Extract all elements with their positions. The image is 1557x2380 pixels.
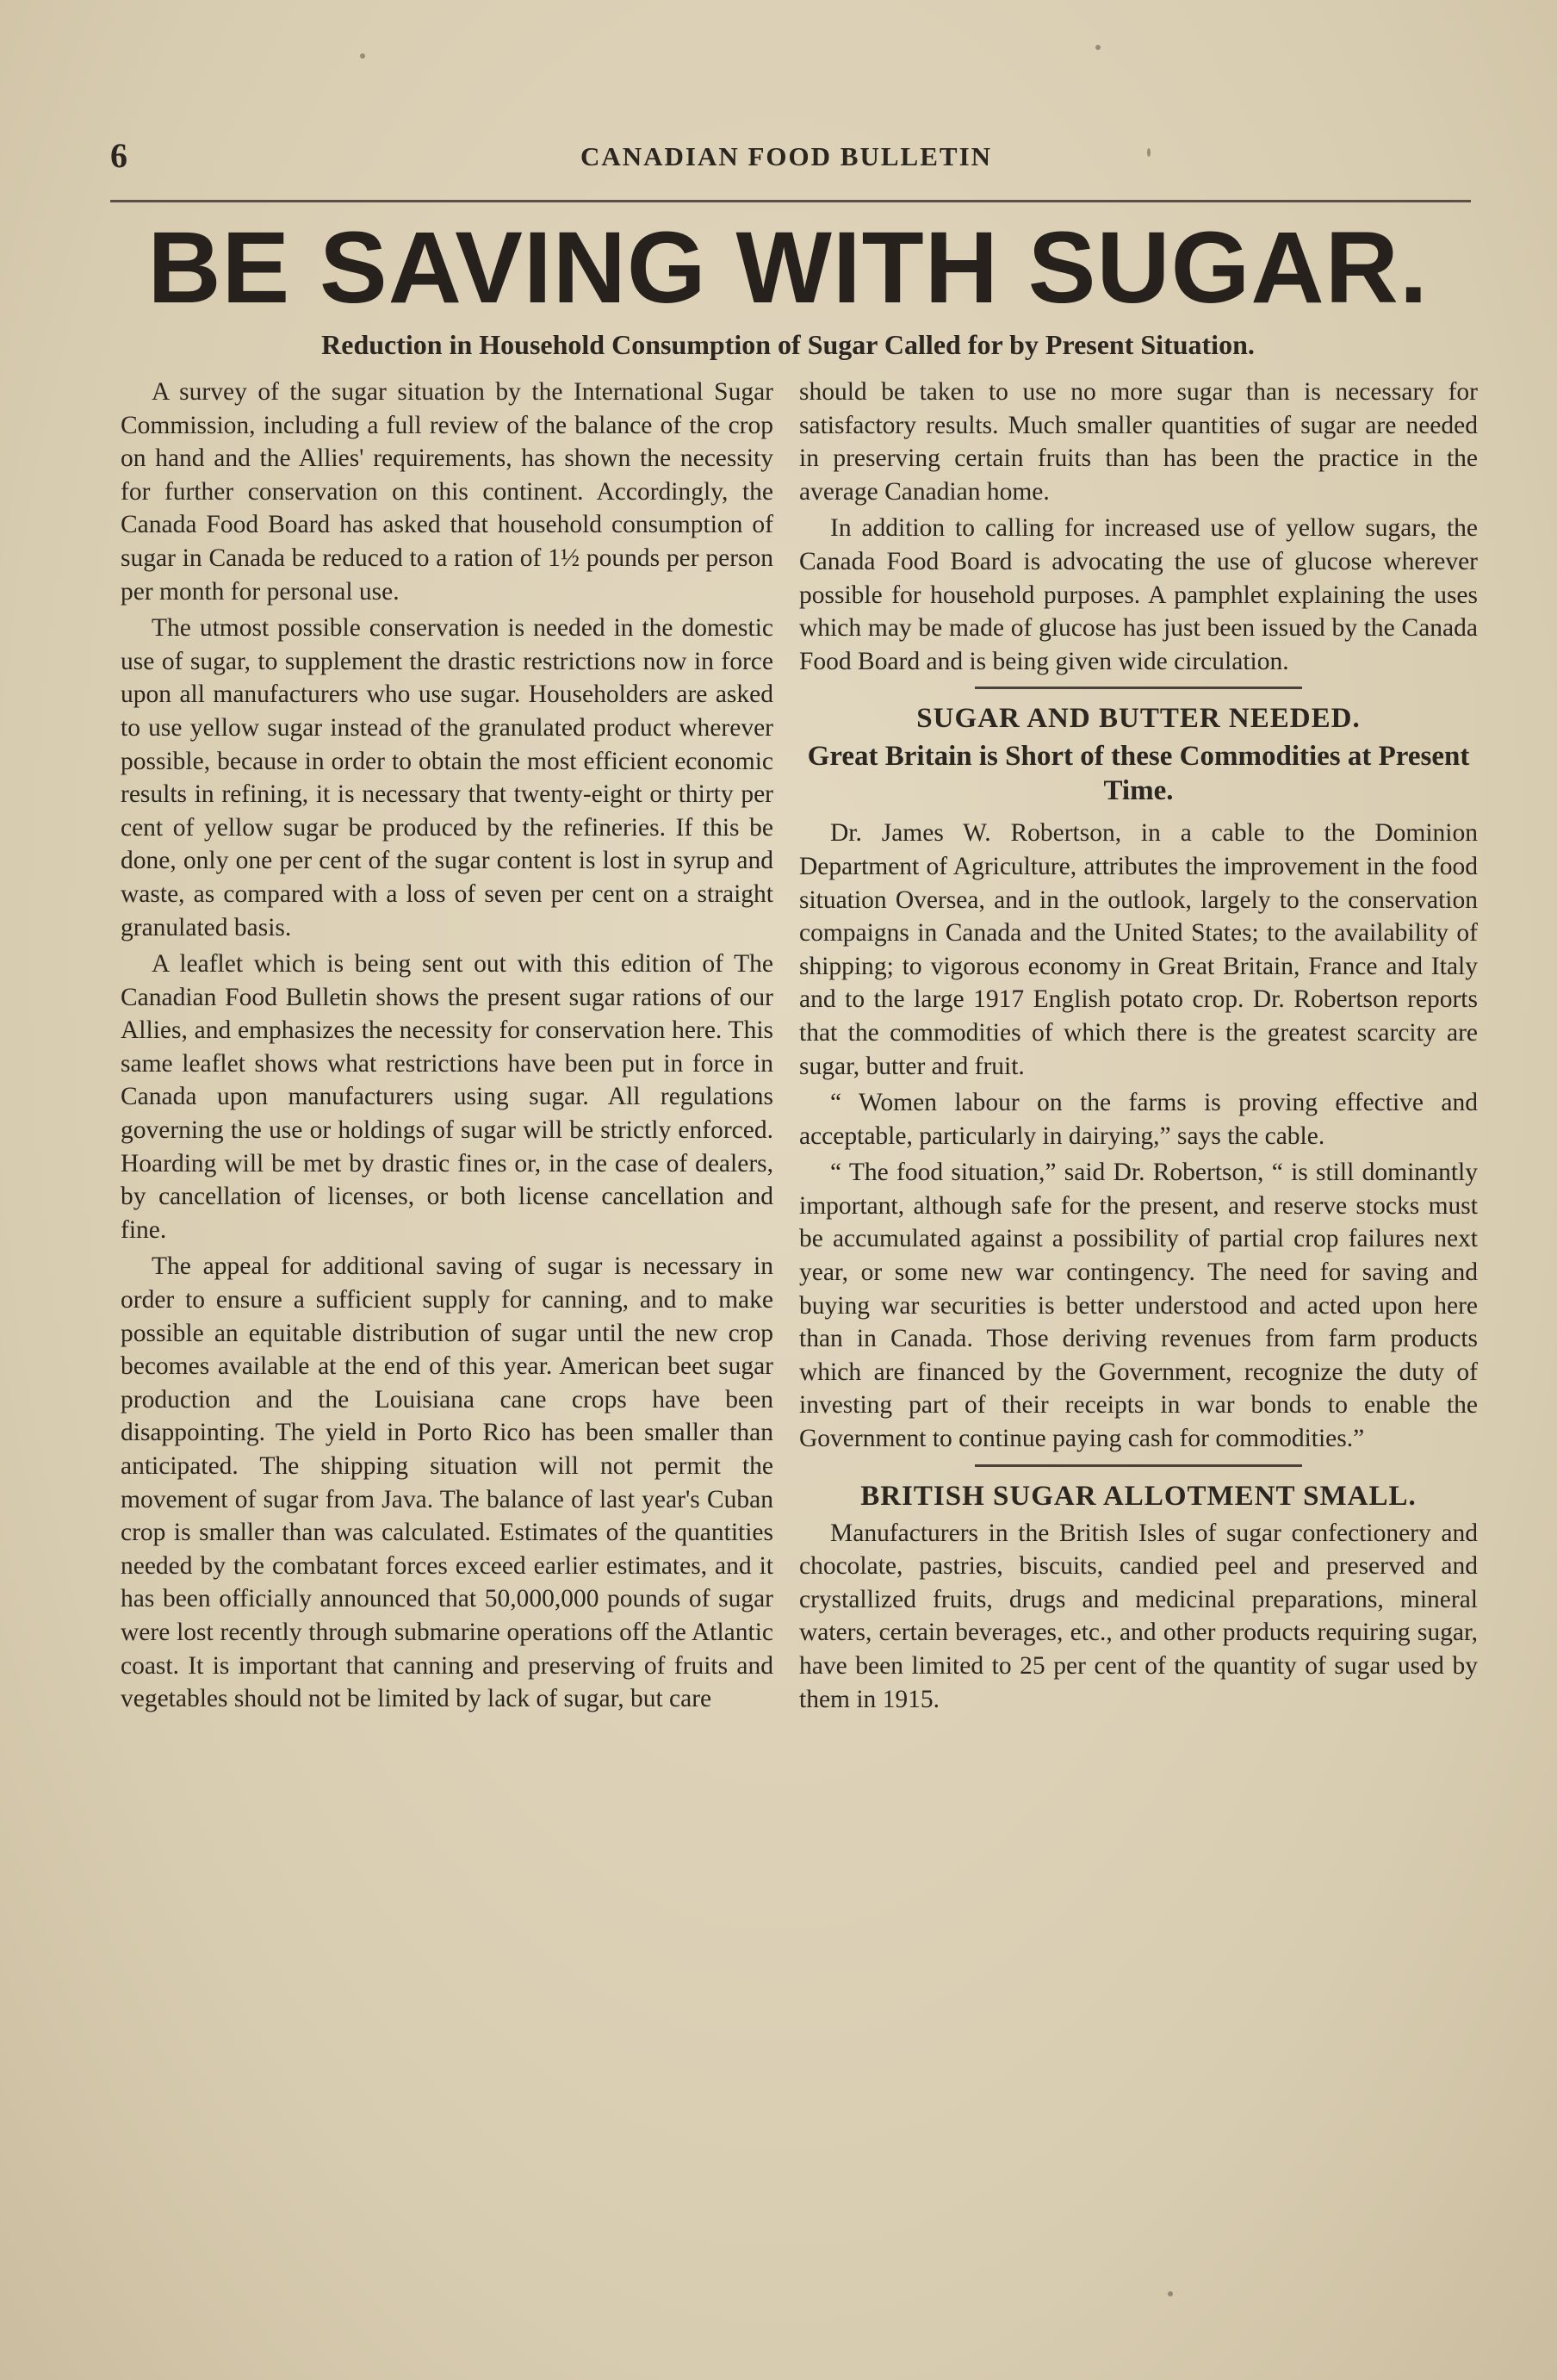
article-paragraph: The utmost possible conservation is needed in the domestic use of sugar, to supplement the drastic restrictions now in force upon all manufacturers who use sugar. Householders are asked to use yellow sugar instead of the granulated product wherever possible, because in order to obtain the most efficient economic results in refining, it is necessary that twenty-eight or thirty per cent of yellow sugar be produced by the refineries. If this be done, only one per cent of the sugar content is lost in syrup and waste, as compared with a loss of seven per cent on a straight granulated basis. — [121, 614, 773, 941]
article-paragraph: A survey of the sugar situation by the International Sugar Commission, including a full review of the balance of the crop on hand and the Allies' requirements, has shown the necessity for further conservation on this continent. Accordingly, the Canada Food Board has asked that household consumption of sugar in Canada be reduced to a ration of 1½ pounds per person per month for personal use. — [121, 378, 773, 606]
paper-speck — [1168, 2291, 1173, 2296]
header-rule — [110, 200, 1471, 202]
article-paragraph: The appeal for additional saving of sugar is necessary in order to ensure a sufficient supply for canning, and to make possible an equitable distribution of sugar until the new crop becomes available at the end of this year. American beet sugar production and the Louisiana cane crops have been disappointing. The yield in Porto Rico has been smaller than anticipated. The shipping situation will not permit the movement of sugar from Java. The balance of last year's Cuban crop is smaller than was calculated. Estimates of the quantities needed by the combatant forces exceed earlier estimates, and it has been officially announced that 50,000,000 pounds of sugar were lost recently through submarine operations off the Atlantic coast. It is important that canning and preserving of fruits and vegetables should not be limited by lack of sugar, but care — [121, 1252, 773, 1713]
section-title: BRITISH SUGAR ALLOTMENT SMALL. — [860, 1480, 1417, 1512]
article-paragraph: “ The food situation,” said Dr. Robertson, “ is still dominantly important, although safe for the present, and reserve stocks must be accumulated against a possibility of partial crop failures next year, or some new war contingency. The need for saving and buying war securities is better understood and acted upon here than in Canada. Those deriving revenues from farm products which are financed by the Government, recognize the duty of investing part of their receipts in war bonds to enable the Government to continue paying cash for commodities.” — [799, 1159, 1478, 1453]
article-paragraph: should be taken to use no more sugar than is necessary for satisfactory results. Much smaller quantities of sugar are needed in preserving certain fruits than has been the practice in the average Canadian home. — [799, 378, 1478, 506]
article-paragraph: In addition to calling for increased use of yellow sugars, the Canada Food Board is advocating the use of glucose wherever possible for household purposes. A pamphlet explaining the uses which may be made of glucose has just been issued by the Canada Food Board and is being given wide circulation. — [799, 514, 1478, 675]
section-divider — [975, 687, 1302, 689]
journal-title: CANADIAN FOOD BULLETIN — [580, 141, 993, 171]
article-paragraph: “ Women labour on the farms is proving effective and acceptable, particularly in dairying,” says the cable. — [799, 1089, 1478, 1150]
article-paragraph: A leaflet which is being sent out with this edition of The Canadian Food Bulletin shows the present sugar rations of our Allies, and emphasizes the necessity for conservation here. This same leaflet shows what restrictions have been put in force in Canada upon manufacturers using sugar. All regulations governing the use or holdings of sugar will be strictly enforced. Hoarding will be met by drastic fines or, in the case of dealers, by cancellation of licenses, or both license cancellation and fine. — [121, 950, 773, 1244]
article-paragraph: Dr. James W. Robertson, in a cable to the Dominion Department of Agriculture, attributes the improvement in the food situation Oversea, and in the outlook, largely to the conservation compaigns in Canada and the United States; to the availability of shipping; to vigorous economy in Great Britain, France and Italy and to the large 1917 English potato crop. Dr. Robertson reports that the commodities of which there is the greatest scarcity are sugar, butter and fruit. — [799, 819, 1478, 1080]
section-title: SUGAR AND BUTTER NEEDED. — [916, 703, 1361, 735]
section-divider — [975, 1464, 1302, 1467]
article-paragraph: Manufacturers in the British Isles of sugar confectionery and chocolate, pastries, biscuits, candied peel and preserved and crystallized fruits, drugs and medicinal preparations, mineral waters, certain beverages, etc., and other products requiring sugar, have been limited to 25 per cent of the quantity of sugar used by them in 1915. — [799, 1519, 1478, 1713]
running-head — [110, 134, 1462, 186]
paper-speck — [1147, 148, 1151, 157]
headline: BE SAVING WITH SUGAR. — [147, 211, 1429, 325]
paper-speck — [360, 53, 365, 59]
subheadline: Reduction in Household Consumption of Sugar Called for by Present Situation. — [321, 329, 1255, 360]
section-subtitle: Great Britain is Short of these Commodities at Present Time. — [807, 741, 1470, 807]
right-column — [799, 376, 1478, 1716]
page-number: 6 — [110, 136, 127, 175]
left-column — [121, 376, 773, 1716]
paper-speck — [1095, 45, 1101, 50]
